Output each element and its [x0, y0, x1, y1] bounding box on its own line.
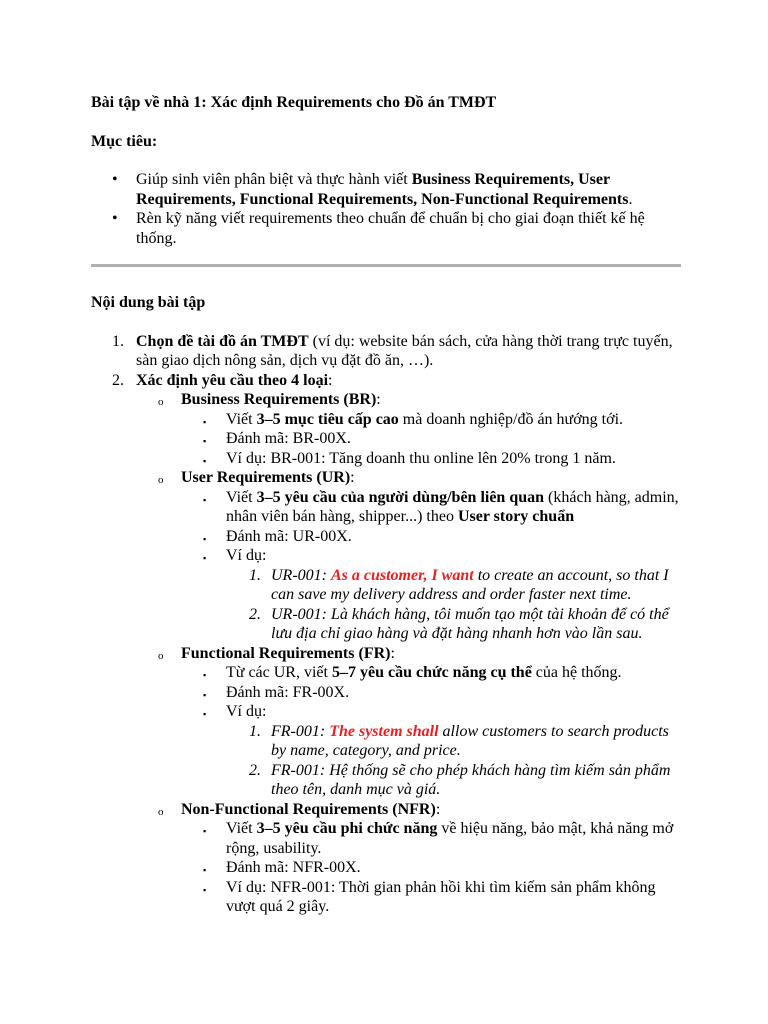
- document-page: [91, 93, 681, 917]
- fr-item-3: ▪ Ví dụ:: [203, 703, 267, 720]
- bullet-marker: •: [112, 210, 118, 227]
- ur-heading: o User Requirements (UR):: [158, 469, 355, 486]
- fr-heading: o Functional Requirements (FR):: [158, 644, 395, 662]
- nfr-item-2: ▪ Đánh mã: NFR-00X.: [203, 859, 361, 876]
- step-1: 1. Chọn đề tài đồ án TMĐT (ví dụ: website bán sách, cửa hàng thời trang trực tuyến, sàn giao dịch nông sản, dịch vụ đặt đồ ăn, …).: [112, 332, 673, 369]
- fr-example-2: 2. FR-001: Hệ thống sẽ cho phép khách hàng tìm kiếm sản phẩm theo tên, danh mục và giá.: [249, 761, 671, 798]
- br-heading: o Business Requirements (BR):: [158, 391, 381, 408]
- ur-item-1: ▪ Viết 3–5 yêu cầu của người dùng/bên liên quan (khách hàng, admin, nhân viên bán hàng, shipper...) theo User story chuẩn: [203, 488, 679, 525]
- nfr-item-1: ▪ Viết 3–5 yêu cầu phi chức năng về hiệu năng, bảo mật, khả năng mở rộng, usability.: [203, 820, 674, 857]
- nfr-item-3: ▪ Ví dụ: NFR-001: Thời gian phản hồi khi tìm kiếm sản phẩm không vượt quá 2 giây.: [203, 878, 656, 915]
- br-item-3: ▪ Ví dụ: BR-001: Tăng doanh thu online lên 20% trong 1 năm.: [203, 449, 616, 467]
- br-item-1: ▪ Viết 3–5 mục tiêu cấp cao mà doanh nghiệp/đồ án hướng tới.: [203, 410, 624, 428]
- bullet-marker: •: [112, 171, 118, 188]
- br-item-2: ▪ Đánh mã: BR-00X.: [203, 430, 351, 447]
- fr-item-2: ▪ Đánh mã: FR-00X.: [203, 683, 350, 701]
- step-2: 2. Xác định yêu cầu theo 4 loại:: [112, 371, 333, 389]
- fr-example-1: 1. FR-001: The system shall allow customers to search products by name, category, and price.: [249, 722, 669, 759]
- ur-example-2: 2. UR-001: Là khách hàng, tôi muốn tạo một tài khoản để có thể lưu địa chỉ giao hàng và đặt hàng nhanh hơn vào lần sau.: [249, 605, 669, 642]
- ur-item-3: ▪ Ví dụ:: [203, 547, 267, 564]
- ur-item-2: ▪ Đánh mã: UR-00X.: [203, 527, 352, 545]
- objective-heading: Mục tiêu:: [91, 132, 158, 150]
- content-heading: Nội dung bài tập: [91, 294, 206, 311]
- ur-example-1: 1. UR-001: As a customer, I want to create an account, so that I can save my delivery address and order faster next time.: [249, 566, 669, 603]
- fr-item-1: ▪ Từ các UR, viết 5–7 yêu cầu chức năng cụ thể của hệ thống.: [203, 664, 622, 681]
- objective-item-1: • Giúp sinh viên phân biệt và thực hành viết Business Requirements, User Requirements, Functional Requirements, Non-Functional Requirements.: [112, 171, 633, 208]
- document-title: Bài tập về nhà 1: Xác định Requirements cho Đồ án TMĐT: [91, 94, 497, 111]
- objective-item-2: • Rèn kỹ năng viết requirements theo chuẩn để chuẩn bị cho giai đoạn thiết kế hệ thống.: [112, 210, 645, 247]
- nfr-heading: o Non-Functional Requirements (NFR):: [158, 800, 441, 818]
